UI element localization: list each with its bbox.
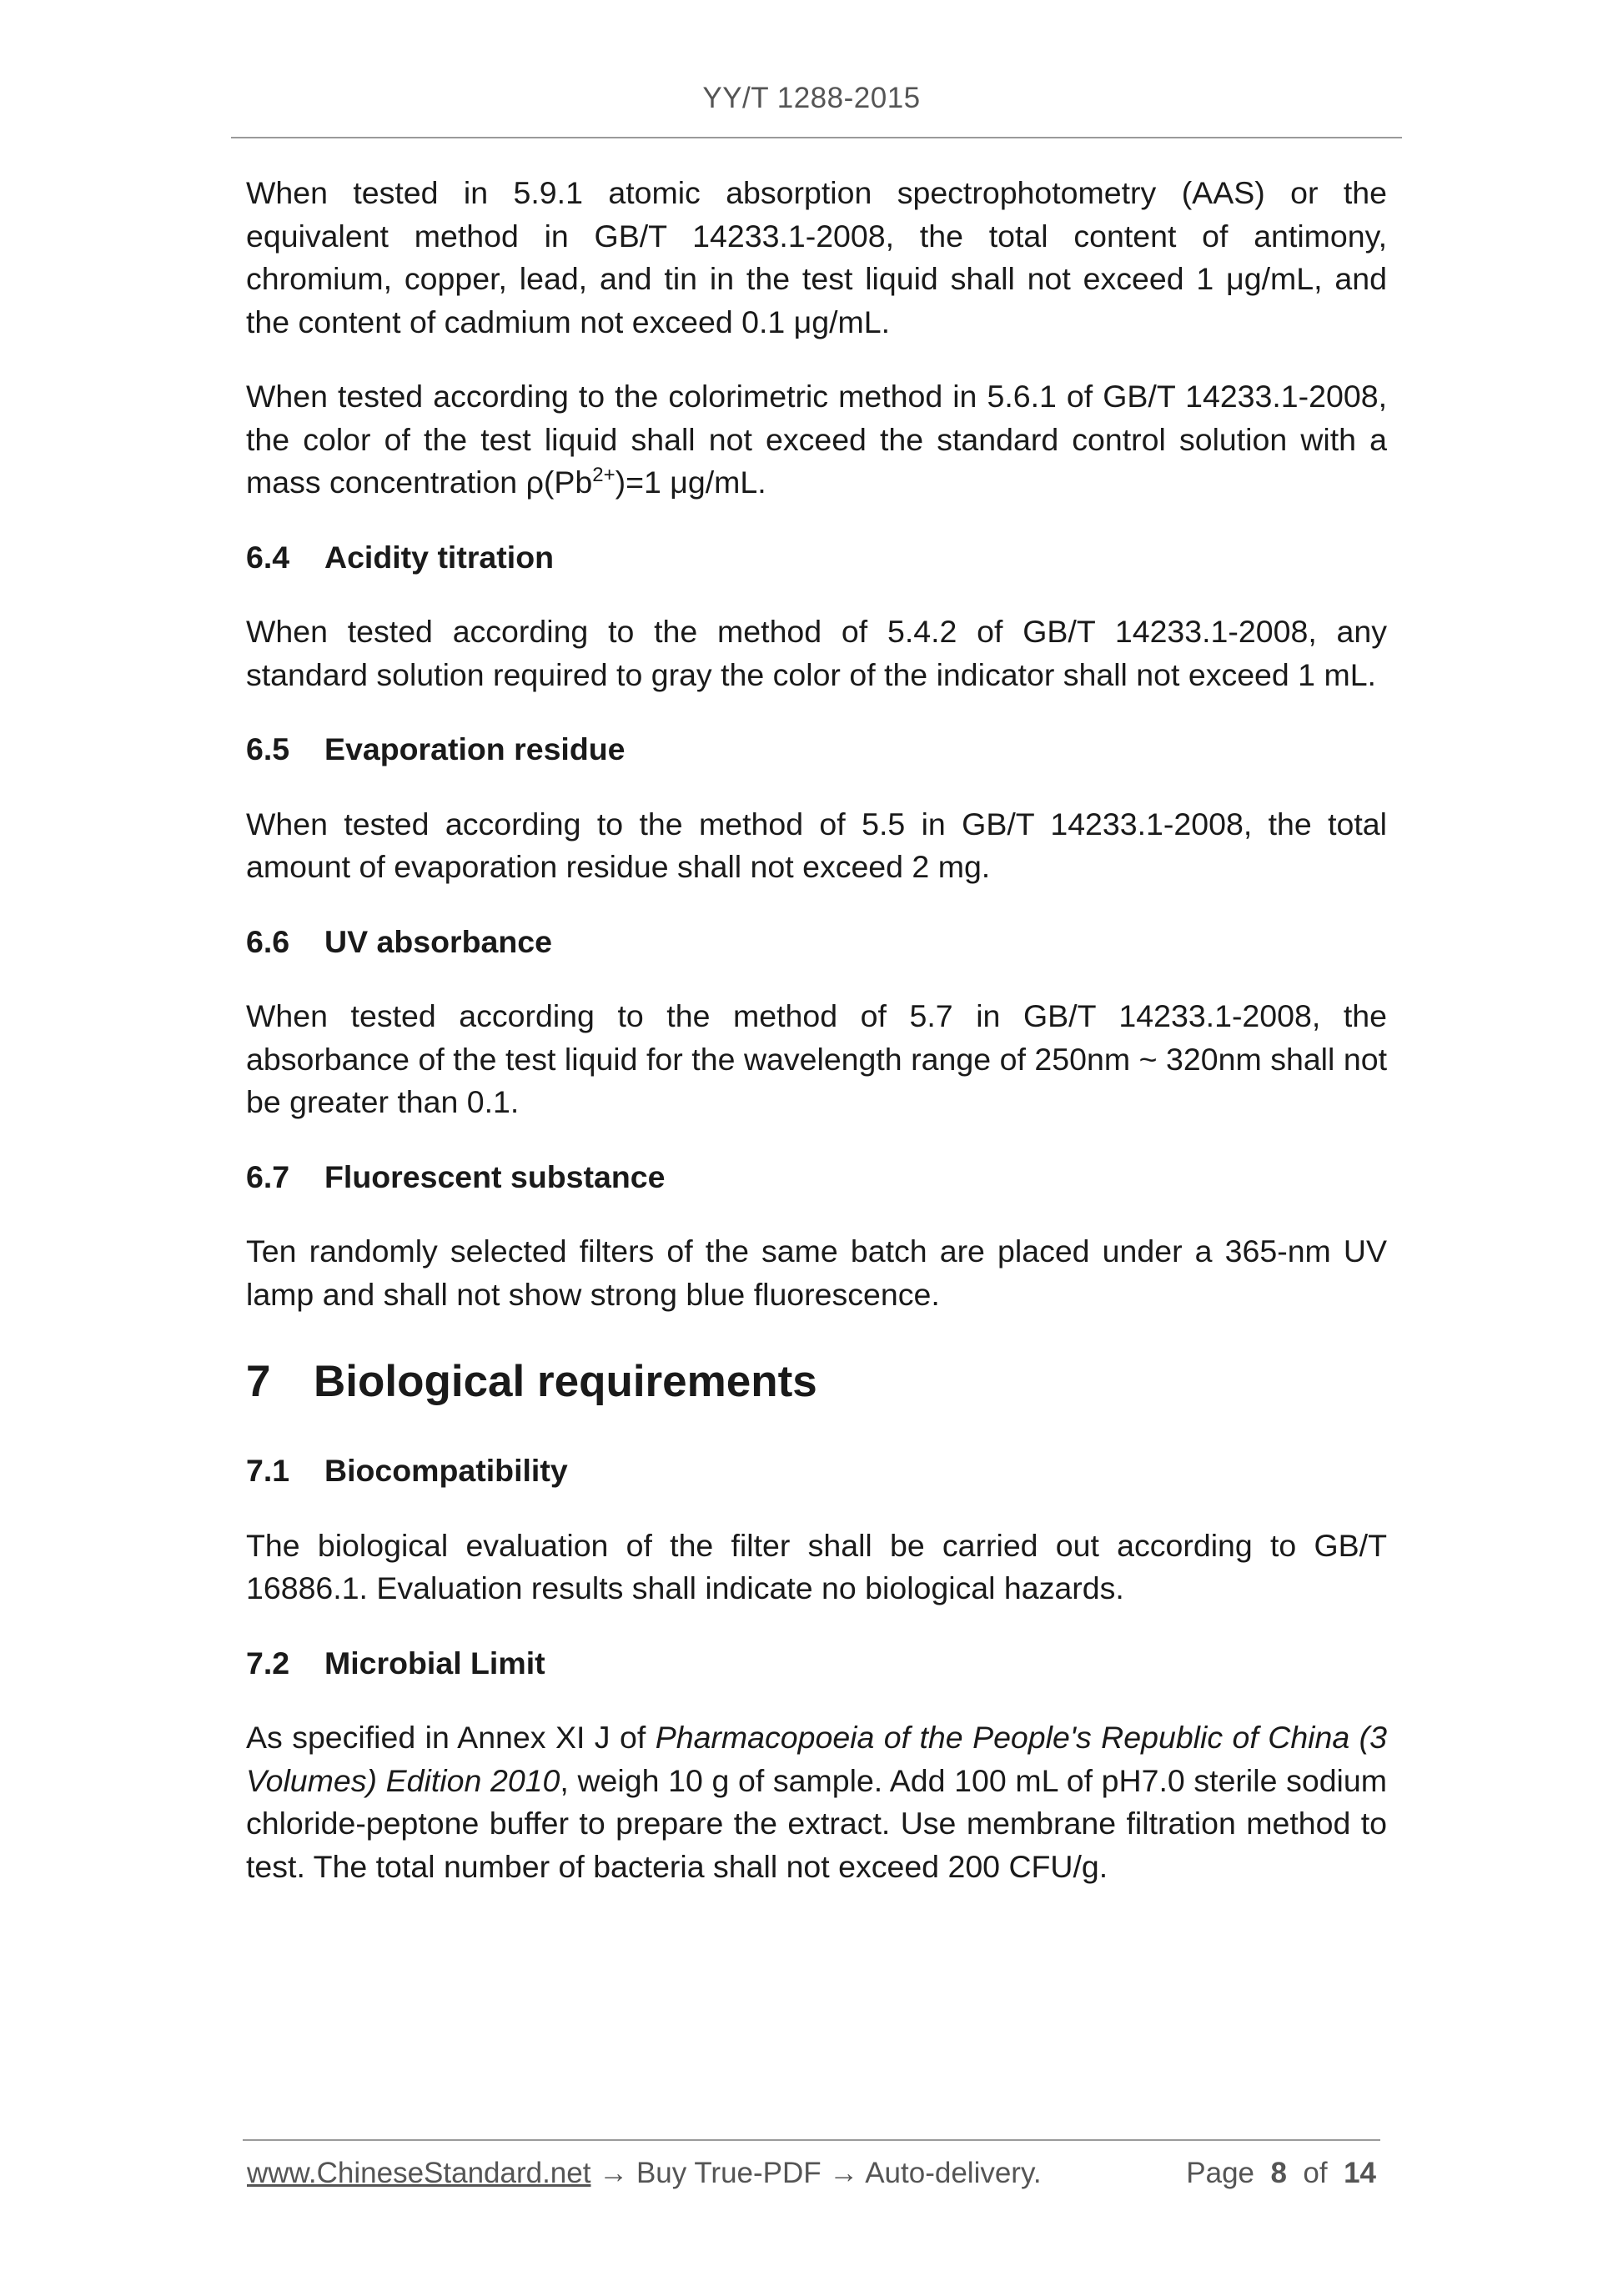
section-number: 7.1: [246, 1453, 290, 1488]
microbial-text-end: , weigh 10 g of sample. Add 100 mL of pH7.0 sterile sodium chloride-peptone buffer to prepare the extract. Use membrane filtration method to test. The total number of bacteria shall not exceed 200 CFU/g.: [246, 1762, 1387, 1884]
page-footer: [247, 2157, 1376, 2198]
section-title: Microbial Limit: [324, 1645, 545, 1681]
total-pages: 14: [1344, 2157, 1376, 2189]
paragraph-uv-absorbance: When tested according to the method of 5.7 in GB/T 14233.1-2008, the absorbance of the test liquid for the wavelength range of 250nm ~ 320nm shall not be greater than 0.1.: [246, 998, 1387, 1119]
colorimetric-text: When tested according to the colorimetric method in 5.6.1 of GB/T 14233.1-2008, the color of the test liquid shall not exceed the standard control solution with a mass concentration ρ(Pb: [246, 379, 1387, 500]
section-number: 6.6: [246, 923, 290, 959]
chapter-heading-7: [246, 1355, 1387, 1409]
section-heading-6-4: [246, 536, 1387, 580]
paragraph-microbial-limit: [246, 1716, 1387, 1888]
chapter-title: Biological requirements: [314, 1357, 817, 1406]
section-heading-6-7: [246, 1156, 1387, 1199]
section-heading-7-2: [246, 1642, 1387, 1686]
colorimetric-text-end: )=1 μg/mL.: [615, 465, 766, 500]
website-link[interactable]: www.ChineseStandard.net: [247, 2157, 591, 2189]
paragraph-evaporation: When tested according to the method of 5.5 in GB/T 14233.1-2008, the total amount of evaporation residue shall not exceed 2 mg.: [246, 806, 1387, 884]
page-label: Page: [1186, 2157, 1255, 2189]
microbial-text: As specified in Annex XI J of: [246, 1720, 656, 1755]
section-title: Biocompatibility: [324, 1453, 568, 1488]
buy-true-pdf-text: Buy True-PDF: [636, 2157, 822, 2189]
paragraph-aas-metals: When tested in 5.9.1 atomic absorption spectrophotometry (AAS) or the equivalent method in GB/T 14233.1-2008, the total content of antimony, chromium, copper, lead, and tin in the test liquid shall not exceed 1 μg/mL, and the content of cadmium not exceed 0.1 μg/mL.: [246, 175, 1387, 339]
paragraph-acidity: When tested according to the method of 5.4.2 of GB/T 14233.1-2008, any standard solution required to gray the color of the indicator shall not exceed 1 mL.: [246, 614, 1387, 692]
section-number: 7.2: [246, 1645, 290, 1681]
pharmacopoeia-title: Pharmacopoeia of the People's Republic of China (3 Volumes) Edition 2010: [246, 1720, 1387, 1798]
section-number: 6.5: [246, 731, 290, 766]
paragraph-colorimetric: [246, 375, 1387, 505]
chapter-number: 7: [246, 1357, 271, 1406]
paragraph-biocompatibility: The biological evaluation of the filter shall be carried out according to GB/T 16886.1. Evaluation results shall indicate no biological hazards.: [246, 1527, 1387, 1605]
section-heading-6-5: [246, 728, 1387, 771]
footer-promo: [247, 2157, 1042, 2190]
arrow-right-icon: →: [829, 2157, 859, 2189]
section-title: Evaporation residue: [324, 731, 626, 766]
paragraph-fluorescent: Ten randomly selected filters of the same batch are placed under a 365-nm UV lamp and shall not show strong blue fluorescence.: [246, 1233, 1387, 1312]
header-divider: [231, 137, 1402, 138]
document-code-header: YY/T 1288-2015: [702, 82, 921, 114]
footer-divider: [243, 2139, 1380, 2141]
section-title: UV absorbance: [324, 923, 553, 959]
section-number: 6.7: [246, 1158, 290, 1194]
current-page: 8: [1270, 2157, 1287, 2189]
auto-delivery-text: Auto-delivery.: [865, 2157, 1042, 2189]
section-heading-7-1: [246, 1449, 1387, 1493]
arrow-right-icon: →: [599, 2157, 629, 2189]
page-content: [246, 172, 1387, 1888]
superscript-charge: 2+: [592, 464, 616, 486]
section-title: Acidity titration: [324, 539, 555, 575]
of-label: of: [1303, 2157, 1328, 2189]
page-number: [1186, 2157, 1376, 2190]
section-number: 6.4: [246, 539, 290, 575]
section-title: Fluorescent substance: [324, 1158, 666, 1194]
section-heading-6-6: [246, 921, 1387, 964]
